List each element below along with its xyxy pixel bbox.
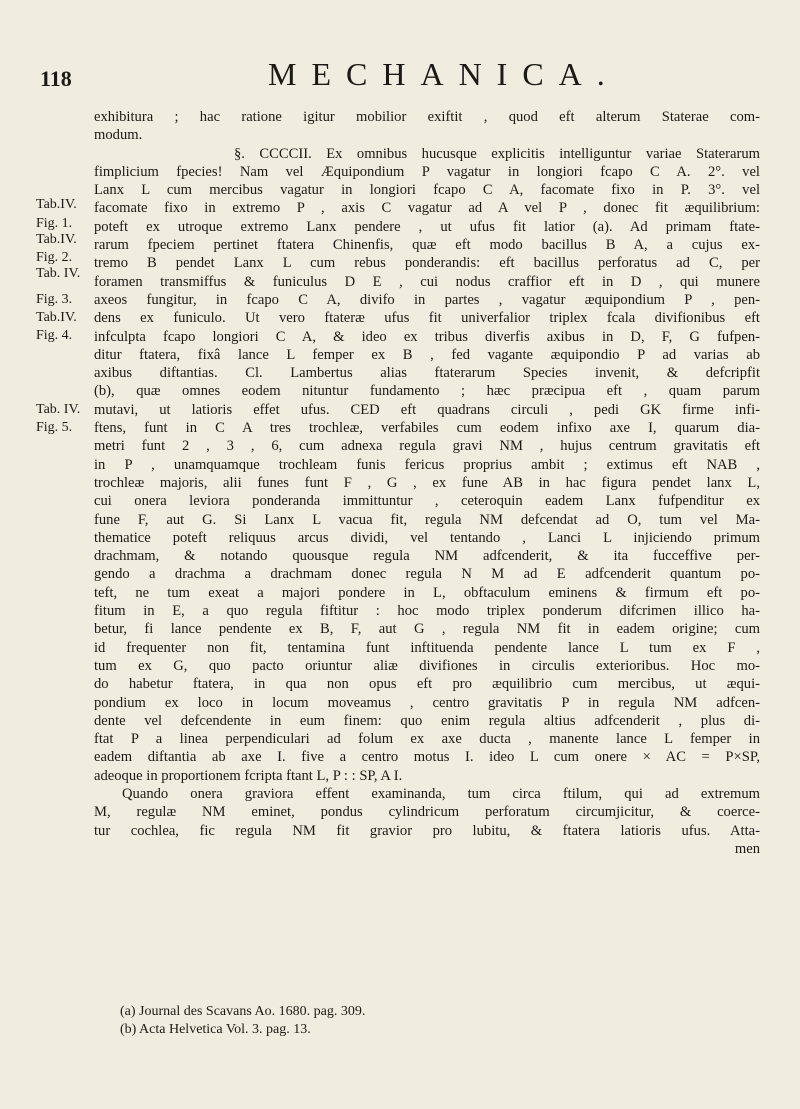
text-line: eadem diftantia ab axe I. five a centro motus I. ideo L cum onere × AC = P×SP,	[94, 749, 760, 766]
footnote: (a) Journal des Scavans Ao. 1680. pag. 309.	[120, 1004, 366, 1019]
text-line: axeos fungitur, in fcapo C A, divifo in partes , vagatur æquipondium P , pen-	[94, 291, 760, 308]
margin-note-fig: Fig. 2.	[36, 250, 73, 265]
text-line: fune F, aut G. Si Lanx L vacua fit, regula NM defcendat ad O, tum vel Ma-	[94, 511, 760, 528]
text-line: ftens, funt in C A tres trochleæ, verfabiles cum eodem infixo axe I, quarum dia-	[94, 420, 760, 437]
running-title: MECHANICA.	[268, 56, 620, 92]
footnotes	[120, 1003, 365, 1039]
text-line: tur cochlea, fic regula NM fit gravior pro lubitu, & ftatera latioris ufus. Atta-	[94, 822, 760, 839]
text-line: betur, fi lance pendente ex B, F, aut G , regula NM fit in eadem origine; cum	[94, 621, 760, 638]
page-header	[0, 52, 800, 92]
margin-note-tab: Tab. IV.	[36, 266, 81, 281]
text-line: metri funt 2 , 3 , 6, cum adnexa regula gravi NM , hujus centrum gravitatis eft	[94, 438, 760, 455]
text-line: poteft ex utroque extremo Lanx pendere , ut ufus fit latior (a). Ad primam ftate-	[94, 218, 760, 235]
text-line: do habetur ftatera, in qua non opus eft pro æquilibrio cum mercibus, ut æqui-	[94, 676, 760, 693]
text-line: foramen transmiffus & funiculus D E , cui nodus craffior eft in D , qui munere	[94, 273, 760, 290]
catchword: men	[734, 840, 760, 857]
text-line: M, regulæ NM eminet, pondus cylindricum perforatum circumjicitur, & coerce-	[94, 804, 760, 821]
text-line: fimplicium fpecies! Nam vel Æquipondium P vagatur in longiori fcapo C A. 2°. vel	[94, 163, 760, 180]
text-line: drachmam, & notando quousque regula NM adfcenderit, & ita fucceffive per-	[94, 548, 760, 565]
text-line: ditur ftatera, fixâ lance L femper ex B , fed vagante æquipondio P ad varias ab	[94, 346, 760, 363]
text-line: tum ex G, quo pacto oriuntur aliæ divifiones in circulis exterioribus. Hoc mo-	[94, 657, 760, 674]
margin-note-tab: Tab.IV.	[36, 310, 77, 325]
text-line: gendo a drachma a drachmam donec regula N M ad E adfcenderit quantum po-	[94, 566, 760, 583]
text-line: teft, ne tum exeat a majori pondere in L, obftaculum eminens & firmum eft po-	[94, 584, 760, 601]
margin-note-fig: Fig. 4.	[36, 328, 73, 343]
margin-note-fig: Fig. 5.	[36, 420, 73, 435]
page-number: 118	[40, 66, 72, 91]
text-line: tremo B pendet Lanx L cum rebus ponderandis: eft bacillus perforatus ad C, per	[94, 255, 760, 272]
margin-note-fig: Fig. 1.	[36, 216, 73, 231]
text-line: infculpta fcapo longiori C A, & ideo ex tribus diverfis axibus in D, F, G fufpen-	[94, 328, 760, 345]
text-line: Quando onera graviora effent examinanda, tum circa ftilum, qui ad extremum	[122, 785, 760, 802]
text-line: ftat P a linea perpendiculari ad folum ex axe ducta , manente lance L femper in	[94, 731, 760, 748]
margin-note-tab: Tab.IV.	[36, 197, 77, 212]
text-line: adeoque in proportionem fcripta ftant L, P : : SP, A I.	[94, 767, 403, 784]
body-text	[94, 108, 760, 858]
margin-note-fig: Fig. 3.	[36, 292, 73, 307]
text-line: dens ex funiculo. Ut vero ftateræ ufus fit univerfalior triplex fcala divifionibus eft	[94, 310, 760, 327]
margin-note-tab: Tab.IV.	[36, 232, 77, 247]
text-line: in P , unamquamque trochleam funis fericus proprius ambit ; extimus eft NAB ,	[94, 456, 760, 473]
text-line: dente vel defcendente in eum finem: quo enim regula altius adfcenderit , plus di-	[94, 712, 760, 729]
text-line: thematice poteft reliquus arcus dividi, vel tentando , Lanci L injiciendo primum	[94, 529, 760, 546]
text-line: fitum in E, a quo regula fiftitur : hoc modo triplex ponderum difcrimen illico ha-	[94, 603, 760, 620]
margin-note-tab: Tab. IV.	[36, 402, 81, 417]
text-line: cui onera leviora ponderanda immittuntur , ceteroquin eadem Lanx fufpenditur ex	[94, 493, 760, 510]
text-line: mutavi, ut latioris effet ufus. CED eft quadrans circuli , pedi GK firme infi-	[94, 401, 760, 418]
text-line: (b), quæ omnes eodem nituntur fundamento ; hæc præcipua eft , quam parum	[94, 383, 760, 400]
text-line: id frequenter non fit, tentamina funt inftituenda pendente lance L tum ex F ,	[94, 639, 760, 656]
text-line: modum.	[94, 127, 143, 144]
text-line: §. CCCCII. Ex omnibus hucusque explicitis intelliguntur variae Staterarum	[234, 145, 760, 162]
footnote: (b) Acta Helvetica Vol. 3. pag. 13.	[120, 1022, 311, 1037]
text-line: axibus diftantias. Cl. Lambertus alias ftaterarum Species invenit, & defcripfit	[94, 365, 760, 382]
text-line: exhibitura ; hac ratione igitur mobilior exiftit , quod eft alterum Staterae com-	[94, 109, 760, 125]
text-line: facomate fixo in extremo P , axis C vagatur ad A vel P , donec fit æquilibrium:	[94, 200, 760, 217]
text-line: trochleæ majoris, alii funes funt F , G , ex fune AB in hac figura pendet lanx L,	[94, 474, 760, 491]
text-line: rarum fpeciem pertinet ftatera Chinenfis, quæ eft modo bacillus B A, a cujus ex-	[94, 237, 760, 254]
text-line: Lanx L cum mercibus vagatur in longiori fcapo C A, facomate fixo in P. 3°. vel	[94, 182, 760, 199]
text-line: pondium ex loco in locum moveamus , centro gravitatis P in regula NM adfcen-	[94, 694, 760, 711]
